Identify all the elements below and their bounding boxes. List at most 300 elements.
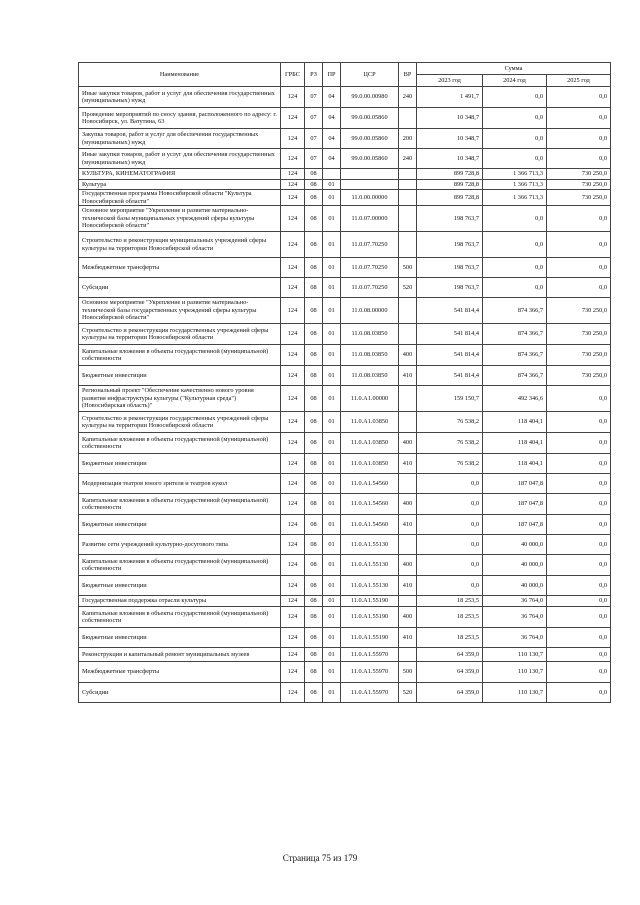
row-csr: 11.0.A1.03850 [341, 454, 399, 474]
row-name: Капитальные вложения в объекты государственной (муниципальной) собственности [79, 494, 281, 515]
row-grbs: 124 [281, 180, 305, 190]
row-vr: 410 [399, 366, 417, 386]
row-sum-2024: 36 764,0 [483, 596, 547, 607]
row-name: Строительство и реконструкция государственных учреждений сферы культуры на территории Новосибирской области [79, 324, 281, 345]
row-name: Бюджетные инвестиции [79, 515, 281, 535]
row-pr: 01 [323, 278, 341, 298]
row-sum-2024: 0,0 [483, 129, 547, 149]
row-name: Бюджетные инвестиции [79, 576, 281, 596]
row-sum-2025: 0,0 [547, 454, 611, 474]
row-sum-2023: 899 728,8 [417, 180, 483, 190]
header-row [79, 63, 611, 75]
table-row [79, 412, 611, 433]
row-csr: 99.0.00.05860 [341, 129, 399, 149]
table-row [79, 628, 611, 648]
row-rz: 07 [305, 129, 323, 149]
row-rz: 08 [305, 386, 323, 412]
row-vr [399, 324, 417, 345]
header-name: Наименование [79, 63, 281, 87]
row-rz: 08 [305, 298, 323, 324]
row-vr: 410 [399, 628, 417, 648]
budget-table [78, 62, 611, 703]
row-csr: 11.0.07.70250 [341, 278, 399, 298]
table-row [79, 386, 611, 412]
row-sum-2025: 0,0 [547, 87, 611, 108]
row-sum-2024: 1 366 713,3 [483, 169, 547, 180]
row-grbs: 124 [281, 576, 305, 596]
row-csr: 11.0.A1.55130 [341, 555, 399, 576]
row-sum-2024: 1 366 713,3 [483, 180, 547, 190]
row-pr [323, 169, 341, 180]
row-sum-2023: 899 728,8 [417, 169, 483, 180]
row-name: Межбюджетные трансферты [79, 258, 281, 278]
row-rz: 08 [305, 412, 323, 433]
row-sum-2025: 0,0 [547, 648, 611, 662]
row-pr: 01 [323, 596, 341, 607]
header-rz: РЗ [305, 63, 323, 87]
table-row [79, 169, 611, 180]
row-rz: 08 [305, 345, 323, 366]
row-sum-2024: 110 130,7 [483, 662, 547, 683]
row-grbs: 124 [281, 683, 305, 703]
row-vr: 240 [399, 87, 417, 108]
row-sum-2024: 118 404,1 [483, 412, 547, 433]
row-sum-2023: 76 538,2 [417, 412, 483, 433]
row-name: Бюджетные инвестиции [79, 454, 281, 474]
row-vr [399, 386, 417, 412]
row-pr: 01 [323, 662, 341, 683]
row-sum-2025: 0,0 [547, 596, 611, 607]
row-pr: 01 [323, 494, 341, 515]
header-year-2024: 2024 год [483, 75, 547, 87]
row-sum-2025: 0,0 [547, 278, 611, 298]
table-row [79, 662, 611, 683]
row-grbs: 124 [281, 607, 305, 628]
row-csr: 11.0.08.03850 [341, 324, 399, 345]
row-csr: 11.0.A1.55970 [341, 662, 399, 683]
table-row [79, 149, 611, 169]
row-name: Субсидии [79, 278, 281, 298]
row-pr: 04 [323, 108, 341, 129]
row-vr [399, 474, 417, 494]
row-sum-2024: 1 366 713,3 [483, 190, 547, 206]
row-sum-2025: 0,0 [547, 683, 611, 703]
row-grbs: 124 [281, 555, 305, 576]
row-vr [399, 169, 417, 180]
row-sum-2025: 0,0 [547, 474, 611, 494]
row-rz: 08 [305, 206, 323, 232]
row-sum-2023: 10 348,7 [417, 129, 483, 149]
row-csr: 11.0.A1.54560 [341, 494, 399, 515]
row-csr: 11.0.A1.55190 [341, 596, 399, 607]
row-sum-2025: 0,0 [547, 607, 611, 628]
row-sum-2024: 0,0 [483, 87, 547, 108]
row-sum-2024: 118 404,1 [483, 454, 547, 474]
row-csr: 11.0.08.03850 [341, 366, 399, 386]
row-sum-2024: 0,0 [483, 108, 547, 129]
table-row [79, 180, 611, 190]
row-pr: 01 [323, 412, 341, 433]
row-sum-2025: 0,0 [547, 412, 611, 433]
table-row [79, 366, 611, 386]
header-csr: ЦСР [341, 63, 399, 87]
table-row [79, 129, 611, 149]
row-name: Бюджетные инвестиции [79, 628, 281, 648]
row-pr: 01 [323, 180, 341, 190]
table-row [79, 298, 611, 324]
table-row [79, 324, 611, 345]
row-name: Строительство и реконструкция муниципальных учреждений сферы культуры на территории Новосибирской области [79, 232, 281, 258]
row-pr: 01 [323, 298, 341, 324]
table-row [79, 232, 611, 258]
table-row [79, 433, 611, 454]
row-grbs: 124 [281, 474, 305, 494]
row-sum-2023: 10 348,7 [417, 108, 483, 129]
row-sum-2023: 76 538,2 [417, 454, 483, 474]
row-name: Иные закупки товаров, работ и услуг для обеспечения государственных (муниципальных) нужд [79, 87, 281, 108]
row-sum-2024: 36 764,0 [483, 607, 547, 628]
row-pr: 01 [323, 683, 341, 703]
table-row [79, 555, 611, 576]
row-sum-2023: 64 359,0 [417, 648, 483, 662]
row-pr: 01 [323, 324, 341, 345]
table-row [79, 535, 611, 555]
row-rz: 08 [305, 628, 323, 648]
row-vr [399, 298, 417, 324]
row-sum-2024: 36 764,0 [483, 628, 547, 648]
row-pr: 01 [323, 515, 341, 535]
row-csr: 11.0.A1.55190 [341, 628, 399, 648]
row-sum-2025: 0,0 [547, 108, 611, 129]
row-sum-2024: 40 000,0 [483, 576, 547, 596]
row-csr: 11.0.07.70250 [341, 232, 399, 258]
row-grbs: 124 [281, 433, 305, 454]
row-vr: 500 [399, 662, 417, 683]
row-pr: 01 [323, 454, 341, 474]
row-name: Субсидии [79, 683, 281, 703]
row-grbs: 124 [281, 494, 305, 515]
row-sum-2025: 730 250,0 [547, 169, 611, 180]
row-grbs: 124 [281, 169, 305, 180]
table-row [79, 474, 611, 494]
row-sum-2024: 110 130,7 [483, 683, 547, 703]
row-csr: 99.0.00.00980 [341, 87, 399, 108]
header-sum: Сумма [417, 63, 611, 75]
row-pr: 04 [323, 129, 341, 149]
row-rz: 08 [305, 555, 323, 576]
row-grbs: 124 [281, 366, 305, 386]
row-grbs: 124 [281, 190, 305, 206]
row-csr: 11.0.07.00000 [341, 206, 399, 232]
row-sum-2023: 541 814,4 [417, 345, 483, 366]
row-pr: 01 [323, 628, 341, 648]
row-csr: 11.0.A1.55970 [341, 648, 399, 662]
row-sum-2025: 0,0 [547, 576, 611, 596]
row-pr: 01 [323, 535, 341, 555]
row-sum-2024: 40 000,0 [483, 555, 547, 576]
row-rz: 08 [305, 169, 323, 180]
row-sum-2025: 0,0 [547, 149, 611, 169]
row-sum-2023: 0,0 [417, 474, 483, 494]
row-vr: 400 [399, 555, 417, 576]
row-sum-2024: 187 047,8 [483, 474, 547, 494]
row-sum-2024: 0,0 [483, 232, 547, 258]
row-csr: 11.0.A1.54560 [341, 474, 399, 494]
row-name: Культура [79, 180, 281, 190]
row-sum-2023: 18 253,5 [417, 628, 483, 648]
table-row [79, 683, 611, 703]
row-name: Капитальные вложения в объекты государственной (муниципальной) собственности [79, 433, 281, 454]
row-vr [399, 648, 417, 662]
row-pr: 01 [323, 607, 341, 628]
row-pr: 01 [323, 258, 341, 278]
table-row [79, 108, 611, 129]
row-sum-2025: 0,0 [547, 555, 611, 576]
table-row [79, 345, 611, 366]
row-rz: 08 [305, 433, 323, 454]
row-sum-2023: 198 763,7 [417, 258, 483, 278]
row-vr: 410 [399, 515, 417, 535]
row-sum-2023: 64 359,0 [417, 662, 483, 683]
row-grbs: 124 [281, 108, 305, 129]
row-sum-2025: 730 250,0 [547, 366, 611, 386]
row-vr [399, 232, 417, 258]
row-pr: 01 [323, 648, 341, 662]
row-pr: 04 [323, 149, 341, 169]
row-rz: 08 [305, 190, 323, 206]
row-grbs: 124 [281, 628, 305, 648]
row-sum-2023: 198 763,7 [417, 278, 483, 298]
row-rz: 08 [305, 474, 323, 494]
row-sum-2023: 0,0 [417, 535, 483, 555]
row-sum-2024: 187 047,8 [483, 515, 547, 535]
row-grbs: 124 [281, 535, 305, 555]
table-row [79, 206, 611, 232]
row-csr [341, 169, 399, 180]
row-sum-2023: 198 763,7 [417, 206, 483, 232]
header-pr: ПР [323, 63, 341, 87]
row-vr [399, 108, 417, 129]
row-name: Модернизация театров юного зрителя и театров кукол [79, 474, 281, 494]
row-name: Капитальные вложения в объекты государственной (муниципальной) собственности [79, 555, 281, 576]
row-rz: 08 [305, 596, 323, 607]
row-sum-2024: 0,0 [483, 149, 547, 169]
row-name: Реконструкция и капитальный ремонт муниципальных музеев [79, 648, 281, 662]
row-vr [399, 190, 417, 206]
row-grbs: 124 [281, 515, 305, 535]
row-name: КУЛЬТУРА, КИНЕМАТОГРАФИЯ [79, 169, 281, 180]
table-row [79, 190, 611, 206]
row-sum-2023: 76 538,2 [417, 433, 483, 454]
row-vr: 400 [399, 433, 417, 454]
row-sum-2023: 198 763,7 [417, 232, 483, 258]
row-sum-2025: 730 250,0 [547, 298, 611, 324]
row-vr [399, 596, 417, 607]
row-rz: 08 [305, 324, 323, 345]
row-sum-2023: 899 728,8 [417, 190, 483, 206]
row-sum-2025: 730 250,0 [547, 190, 611, 206]
table-row [79, 278, 611, 298]
header-year-2025: 2025 год [547, 75, 611, 87]
row-sum-2025: 730 250,0 [547, 180, 611, 190]
row-sum-2024: 874 366,7 [483, 345, 547, 366]
row-sum-2023: 10 348,7 [417, 149, 483, 169]
row-grbs: 124 [281, 129, 305, 149]
row-name: Региональный проект "Обеспечение качественно нового уровня развития инфраструктуры культуры ("Культурная среда") (Новосибирская область)" [79, 386, 281, 412]
row-rz: 08 [305, 535, 323, 555]
row-grbs: 124 [281, 412, 305, 433]
row-csr: 11.0.A1.55970 [341, 683, 399, 703]
row-pr: 01 [323, 206, 341, 232]
row-grbs: 124 [281, 345, 305, 366]
table-row [79, 515, 611, 535]
row-rz: 08 [305, 180, 323, 190]
row-sum-2025: 730 250,0 [547, 345, 611, 366]
row-rz: 08 [305, 258, 323, 278]
row-csr: 11.0.07.70250 [341, 258, 399, 278]
row-grbs: 124 [281, 648, 305, 662]
row-sum-2024: 118 404,1 [483, 433, 547, 454]
row-sum-2025: 0,0 [547, 258, 611, 278]
row-sum-2024: 110 130,7 [483, 648, 547, 662]
row-name: Государственная поддержка отрасли культуры [79, 596, 281, 607]
row-sum-2023: 1 491,7 [417, 87, 483, 108]
row-grbs: 124 [281, 149, 305, 169]
row-vr [399, 180, 417, 190]
row-vr: 240 [399, 149, 417, 169]
row-name: Строительство и реконструкция государственных учреждений сферы культуры на территории Новосибирской области [79, 412, 281, 433]
row-vr [399, 206, 417, 232]
row-grbs: 124 [281, 278, 305, 298]
row-rz: 08 [305, 662, 323, 683]
row-sum-2024: 0,0 [483, 278, 547, 298]
row-pr: 01 [323, 555, 341, 576]
row-sum-2025: 0,0 [547, 494, 611, 515]
row-pr: 04 [323, 87, 341, 108]
row-csr [341, 180, 399, 190]
row-csr: 11.0.A1.03850 [341, 433, 399, 454]
row-sum-2025: 0,0 [547, 386, 611, 412]
row-sum-2024: 0,0 [483, 206, 547, 232]
table-row [79, 87, 611, 108]
row-rz: 08 [305, 278, 323, 298]
row-sum-2024: 874 366,7 [483, 324, 547, 345]
row-rz: 08 [305, 607, 323, 628]
row-sum-2025: 730 250,0 [547, 324, 611, 345]
row-vr: 520 [399, 278, 417, 298]
row-csr: 11.0.A1.03850 [341, 412, 399, 433]
row-csr: 11.0.A1.55190 [341, 607, 399, 628]
row-name: Капитальные вложения в объекты государственной (муниципальной) собственности [79, 607, 281, 628]
row-sum-2023: 541 814,4 [417, 298, 483, 324]
row-grbs: 124 [281, 87, 305, 108]
row-vr: 400 [399, 607, 417, 628]
row-name: Основное мероприятие "Укрепление и развитие материально-технической базы государственных учреждений сферы культуры Новосибирской области" [79, 298, 281, 324]
row-csr: 11.0.00.00000 [341, 190, 399, 206]
row-sum-2025: 0,0 [547, 129, 611, 149]
table-row [79, 576, 611, 596]
row-sum-2024: 40 000,0 [483, 535, 547, 555]
row-pr: 01 [323, 433, 341, 454]
row-vr: 400 [399, 494, 417, 515]
row-pr: 01 [323, 345, 341, 366]
row-rz: 08 [305, 454, 323, 474]
row-csr: 11.0.A1.55130 [341, 535, 399, 555]
row-rz: 07 [305, 87, 323, 108]
row-rz: 08 [305, 515, 323, 535]
row-csr: 11.0.A1.55130 [341, 576, 399, 596]
row-vr: 200 [399, 129, 417, 149]
row-sum-2023: 159 150,7 [417, 386, 483, 412]
row-sum-2023: 64 359,0 [417, 683, 483, 703]
row-sum-2023: 0,0 [417, 555, 483, 576]
row-name: Закупка товаров, работ и услуг для обеспечения государственных (муниципальных) нужд [79, 129, 281, 149]
row-csr: 11.0.A1.54560 [341, 515, 399, 535]
row-grbs: 124 [281, 386, 305, 412]
row-sum-2025: 0,0 [547, 433, 611, 454]
header-vr: ВР [399, 63, 417, 87]
row-sum-2025: 0,0 [547, 232, 611, 258]
row-csr: 99.0.00.05860 [341, 108, 399, 129]
table-row [79, 648, 611, 662]
row-pr: 01 [323, 190, 341, 206]
table-row [79, 596, 611, 607]
row-name: Межбюджетные трансферты [79, 662, 281, 683]
row-vr: 400 [399, 345, 417, 366]
header-year-2023: 2023 год [417, 75, 483, 87]
table-row [79, 494, 611, 515]
table-row [79, 454, 611, 474]
row-name: Основное мероприятие "Укрепление и развитие материально-технической базы муниципальных учреждений сферы культуры Новосибирской области" [79, 206, 281, 232]
row-sum-2024: 0,0 [483, 258, 547, 278]
row-sum-2023: 0,0 [417, 494, 483, 515]
row-grbs: 124 [281, 258, 305, 278]
row-sum-2024: 187 047,8 [483, 494, 547, 515]
row-sum-2023: 18 253,5 [417, 596, 483, 607]
row-rz: 08 [305, 232, 323, 258]
row-rz: 08 [305, 366, 323, 386]
row-rz: 07 [305, 108, 323, 129]
row-sum-2025: 0,0 [547, 515, 611, 535]
row-grbs: 124 [281, 662, 305, 683]
row-grbs: 124 [281, 232, 305, 258]
row-pr: 01 [323, 232, 341, 258]
row-rz: 08 [305, 576, 323, 596]
row-pr: 01 [323, 576, 341, 596]
row-sum-2025: 0,0 [547, 662, 611, 683]
row-sum-2023: 0,0 [417, 576, 483, 596]
table-row [79, 607, 611, 628]
row-rz: 08 [305, 648, 323, 662]
row-name: Капитальные вложения в объекты государственной (муниципальной) собственности [79, 345, 281, 366]
row-vr: 500 [399, 258, 417, 278]
row-pr: 01 [323, 474, 341, 494]
row-grbs: 124 [281, 324, 305, 345]
table-row [79, 258, 611, 278]
row-vr: 520 [399, 683, 417, 703]
row-vr: 410 [399, 454, 417, 474]
row-grbs: 124 [281, 454, 305, 474]
row-name: Бюджетные инвестиции [79, 366, 281, 386]
row-rz: 08 [305, 683, 323, 703]
row-sum-2023: 541 814,4 [417, 324, 483, 345]
row-csr: 11.0.A1.00000 [341, 386, 399, 412]
row-sum-2025: 0,0 [547, 535, 611, 555]
row-name: Иные закупки товаров, работ и услуг для обеспечения государственных (муниципальных) нужд [79, 149, 281, 169]
row-sum-2025: 0,0 [547, 628, 611, 648]
row-sum-2023: 18 253,5 [417, 607, 483, 628]
row-vr: 410 [399, 576, 417, 596]
